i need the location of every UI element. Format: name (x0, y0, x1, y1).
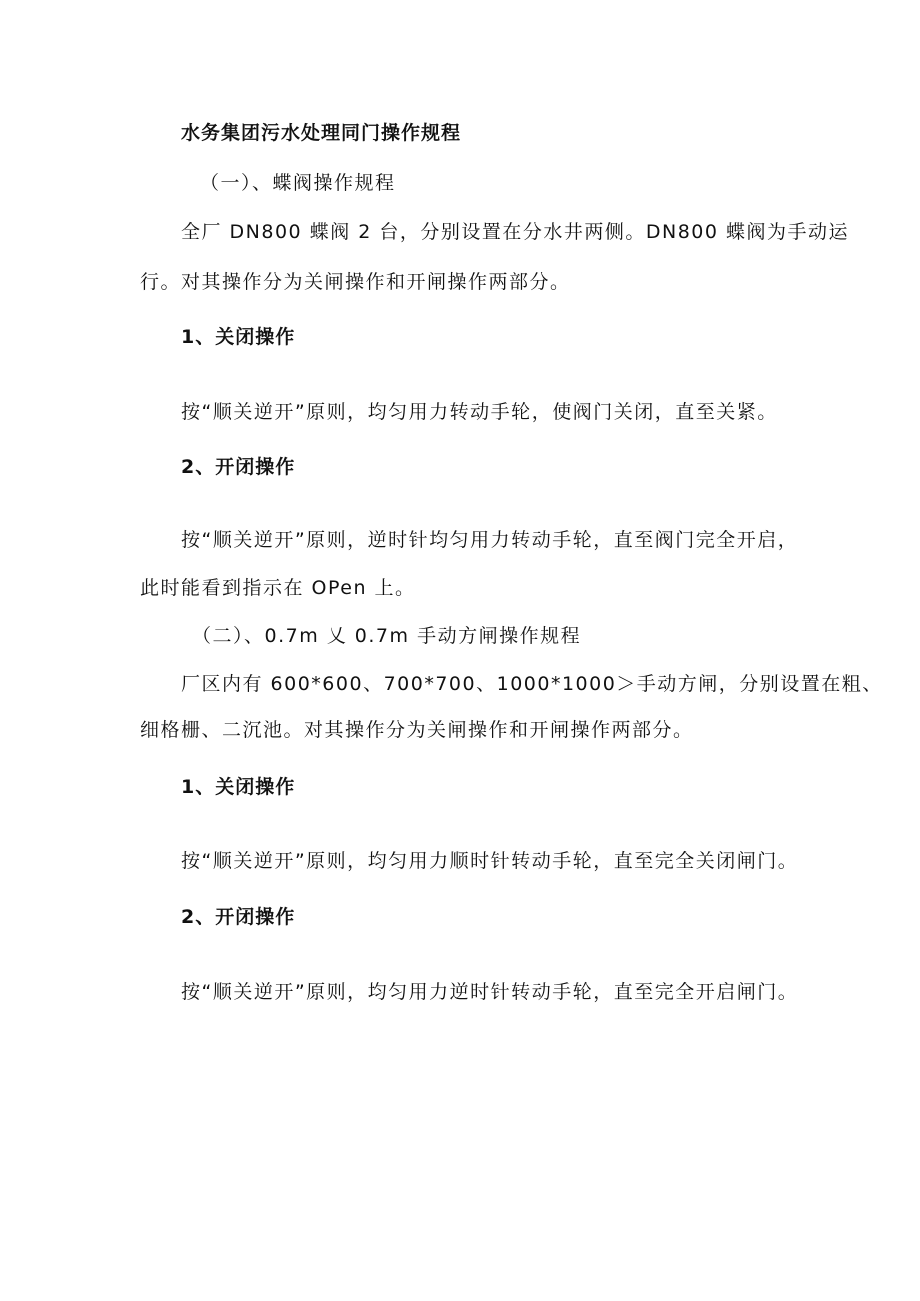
section-2-open-text: 按“顺关逆开”原则，均匀用力逆时针转动手轮，直至完全开启闸门。 (181, 981, 799, 1003)
section-2-close-heading: 1、关闭操作 (181, 776, 296, 798)
section-1-open-text-line-2: 此时能看到指示在 OPen 上。 (140, 577, 416, 599)
section-2-heading: （二）、0.7m 乂 0.7m 手动方闸操作规程 (192, 625, 582, 647)
section-1-intro-line-1: 全厂 DN800 蝶阀 2 台，分别设置在分水井两侧。DN800 蝶阀为手动运 (181, 221, 850, 243)
document-title: 水务集团污水处理同门操作规程 (181, 122, 462, 144)
section-1-open-heading: 2、开闭操作 (181, 456, 296, 478)
section-2-intro-line-1: 厂区内有 600*600、700*700、1000*1000＞手动方闸，分别设置在粗、 (181, 673, 883, 695)
section-1-close-heading: 1、关闭操作 (181, 326, 296, 348)
section-1-close-text: 按“顺关逆开”原则，均匀用力转动手轮，使阀门关闭，直至关紧。 (181, 401, 778, 423)
section-2-close-text: 按“顺关逆开”原则，均匀用力顺时针转动手轮，直至完全关闭闸门。 (181, 850, 799, 872)
section-2-intro-line-2: 细格栅、二沉池。对其操作分为关闸操作和开闸操作两部分。 (140, 719, 694, 741)
section-2-open-heading: 2、开闭操作 (181, 906, 296, 928)
section-1-heading: （一）、蝶阀操作规程 (200, 172, 396, 194)
section-1-intro-line-2: 行。对其操作分为关闸操作和开闸操作两部分。 (140, 271, 571, 293)
section-1-open-text-line-1: 按“顺关逆开”原则，逆时针均匀用力转动手轮，直至阀门完全开启， (181, 529, 799, 551)
